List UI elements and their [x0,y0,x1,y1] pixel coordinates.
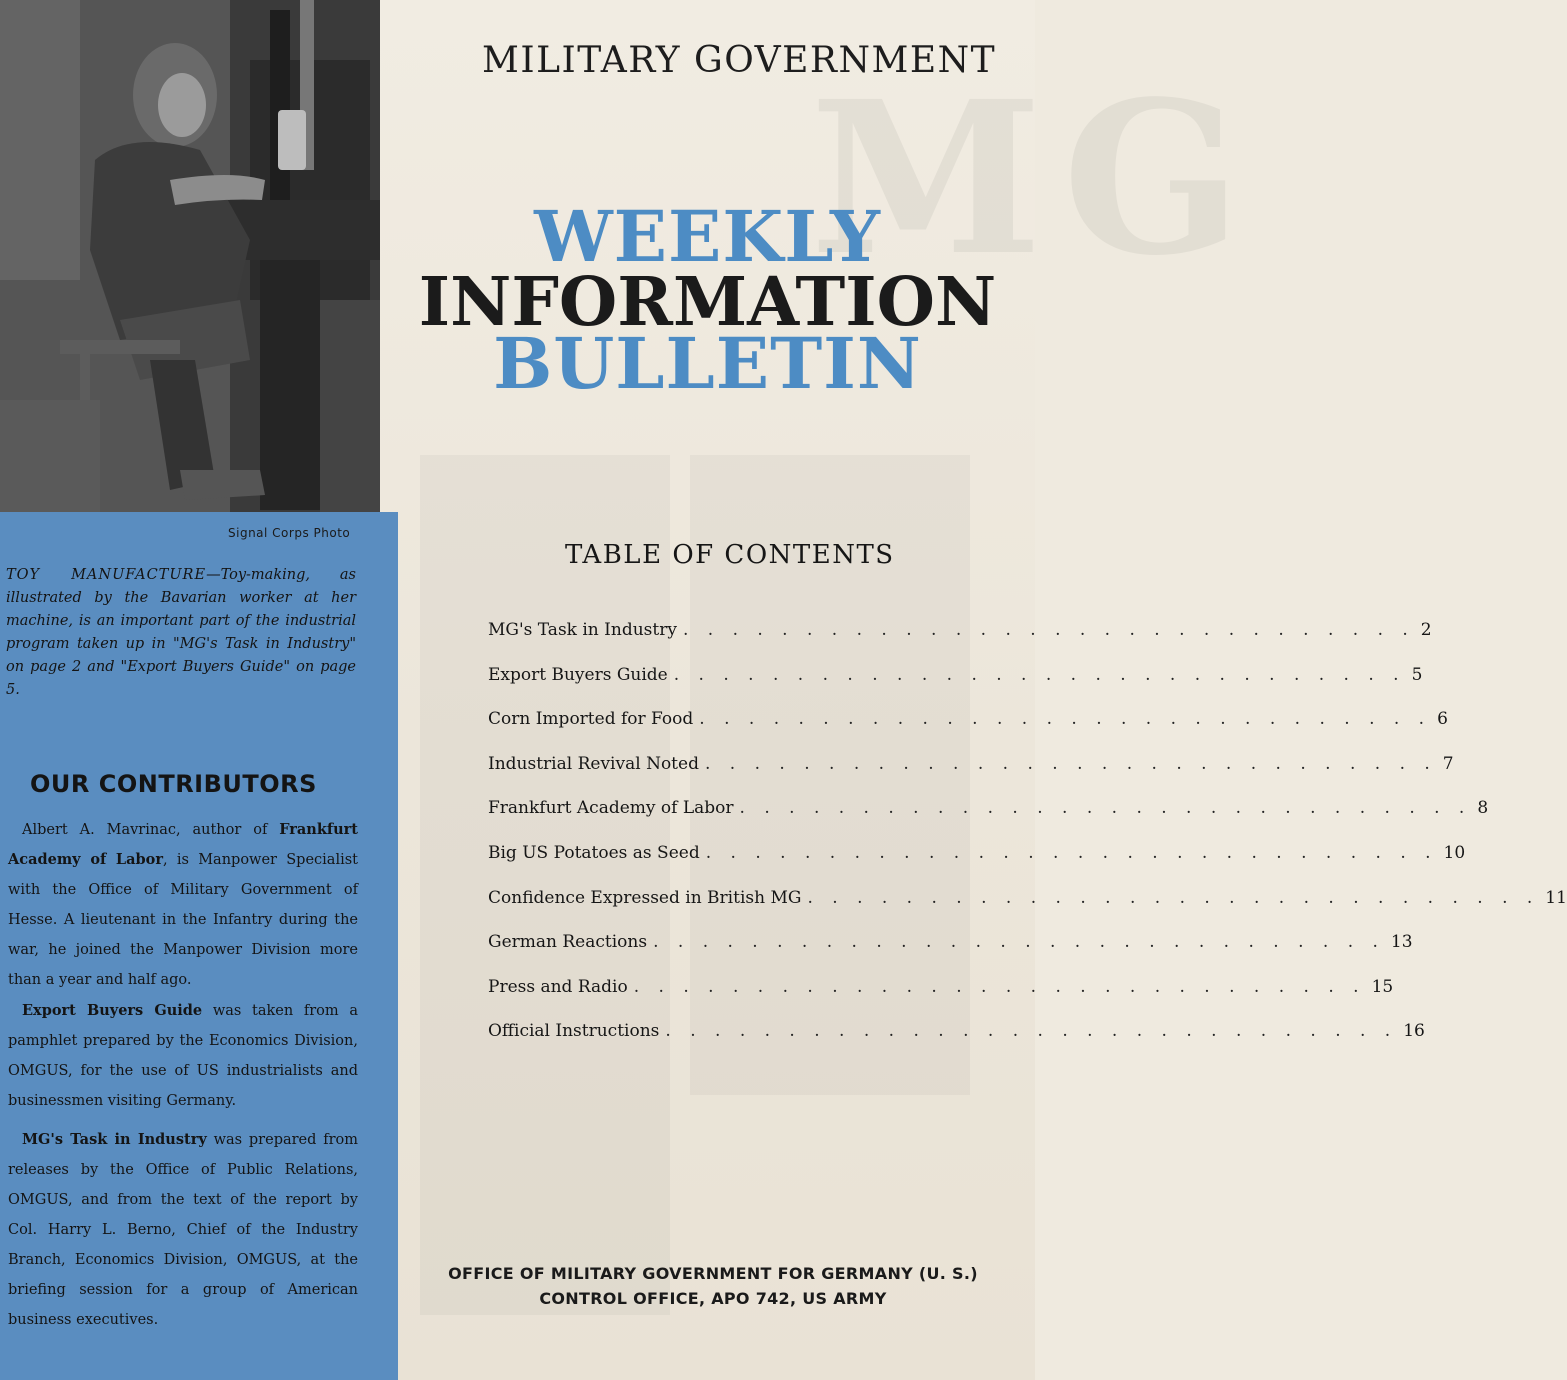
toc-leader-dots: . . . . . . . . . . . . . . . . . . . . . . . . . . . . . . [699,709,1432,730]
bleed-through-column [420,455,670,1315]
toc-entry-page: 6 [1437,709,1448,730]
toc-leader-dots: . . . . . . . . . . . . . . . . . . . . . . . . . . . . . . [705,843,1438,863]
toc-entry[interactable] [488,798,1489,828]
caption-lead: TOY MANUFACTURE [6,567,207,583]
toc-entry[interactable] [488,664,1423,695]
toc-entry-title: Confidence Expressed in British MG [488,887,802,908]
cover-photo [0,0,380,512]
contributor-paragraph [8,996,358,1116]
contributor-article-title: Export Buyers Guide [22,1002,203,1019]
contributor-paragraph [8,815,358,995]
toc-entry-page: 7 [1442,753,1454,774]
toc-entry[interactable] [488,709,1448,739]
photo-caption [6,564,356,702]
contributor-text: , is Manpower Specialist with the Office of Military Government of Hesse. A lieutenant in the Infantry during the war, he joined the Manpower Division more than a year and half ago. [8,852,358,988]
office-line-1: OFFICE OF MILITARY GOVERNMENT FOR GERMANY (U. S.) [448,1264,978,1283]
masthead-military-government: MILITARY GOVERNMENT [482,40,997,81]
caption-body: —Toy-making, as illustrated by the Bavarian worker at her machine, is an important part of the industrial program taken up in "MG's Task in Industry" on page 2 and "Export Buyers Guide" on page 5. [6,567,356,698]
toc-entry-page: 16 [1403,1021,1425,1042]
toc-leader-dots: . . . . . . . . . . . . . . . . . . . . . . . . . . . . . . [653,932,1385,953]
toc-entry-title: German Reactions [488,932,648,953]
toc-entry-page: 8 [1477,798,1489,819]
toc-entry-title: Big US Potatoes as Seed [488,843,700,863]
bleed-through-watermark: MG [810,55,1262,302]
toc-entry[interactable] [488,1021,1425,1051]
toc-leader-dots: . . . . . . . . . . . . . . . . . . . . . . . . . . . . . . [704,753,1437,774]
toc-entry-title: Industrial Revival Noted [488,753,699,774]
toc-entry[interactable] [488,753,1454,784]
toc-entry-title: Corn Imported for Food [488,709,694,730]
masthead-information: INFORMATION [418,262,997,341]
toc-leader-dots: . . . . . . . . . . . . . . . . . . . . . . . . . . . . . . [682,620,1415,640]
toc-leader-dots: . . . . . . . . . . . . . . . . . . . . . . . . . . . . . . [665,1021,1398,1042]
contributor-article-title: MG's Task in Industry [22,1131,207,1148]
masthead-weekly: WEEKLY [534,195,881,278]
contributor-paragraph [8,1125,358,1335]
contributor-text: was prepared from releases by the Office of Public Relations, OMGUS, and from the text of the report by Col. Harry L. Berno, Chief of the Industry Branch, Economics Division, OMGUS, at the briefing session for a group of American business executives. [8,1132,359,1328]
toc-leader-dots: . . . . . . . . . . . . . . . . . . . . . . . . . . . . . . [739,798,1472,819]
toc-entry-page: 11 [1545,887,1567,908]
toc-entry-title: MG's Task in Industry [488,620,677,640]
toc-entry-page: 5 [1411,664,1423,685]
toc-leader-dots: . . . . . . . . . . . . . . . . . . . . . . . . . . . . . . [673,664,1406,685]
toc-entry[interactable] [488,843,1466,873]
toc-entry[interactable] [488,887,1567,918]
toc-entry-title: Frankfurt Academy of Labor [488,798,734,819]
office-line-2: CONTROL OFFICE, APO 742, US ARMY [539,1289,887,1308]
toc-leader-dots: . . . . . . . . . . . . . . . . . . . . . . . . . . . . . . [633,976,1366,997]
toc-entry-page: 13 [1390,932,1413,953]
contributor-article-title: Frankfurt Academy of Labor [8,821,358,868]
toc-entry[interactable] [488,976,1394,1007]
toc-entry[interactable] [488,932,1413,962]
contributor-text: was taken from a pamphlet prepared by the Economics Division, OMGUS, for the use of US industrialists and businessmen visiting Germany. [8,1003,358,1109]
toc-entry[interactable] [488,620,1432,650]
toc-entry-page: 10 [1443,843,1466,863]
toc-leader-dots: . . . . . . . . . . . . . . . . . . . . . . . . . . . . . . [807,887,1540,908]
toc-heading: TABLE OF CONTENTS [565,540,895,570]
worker-at-machine-illustration [0,0,380,512]
toc-entry-page: 2 [1420,620,1432,640]
photo-credit: Signal Corps Photo [228,526,351,540]
toc-entry-title: Press and Radio [488,976,628,997]
masthead-bulletin: BULLETIN [493,322,922,405]
contributors-heading: OUR CONTRIBUTORS [30,770,317,798]
toc-entry-title: Export Buyers Guide [488,664,668,685]
toc-entry-page: 15 [1371,976,1394,997]
contributor-text: Albert A. Mavrinac, author of [22,822,280,838]
toc-entry-title: Official Instructions [488,1021,660,1042]
